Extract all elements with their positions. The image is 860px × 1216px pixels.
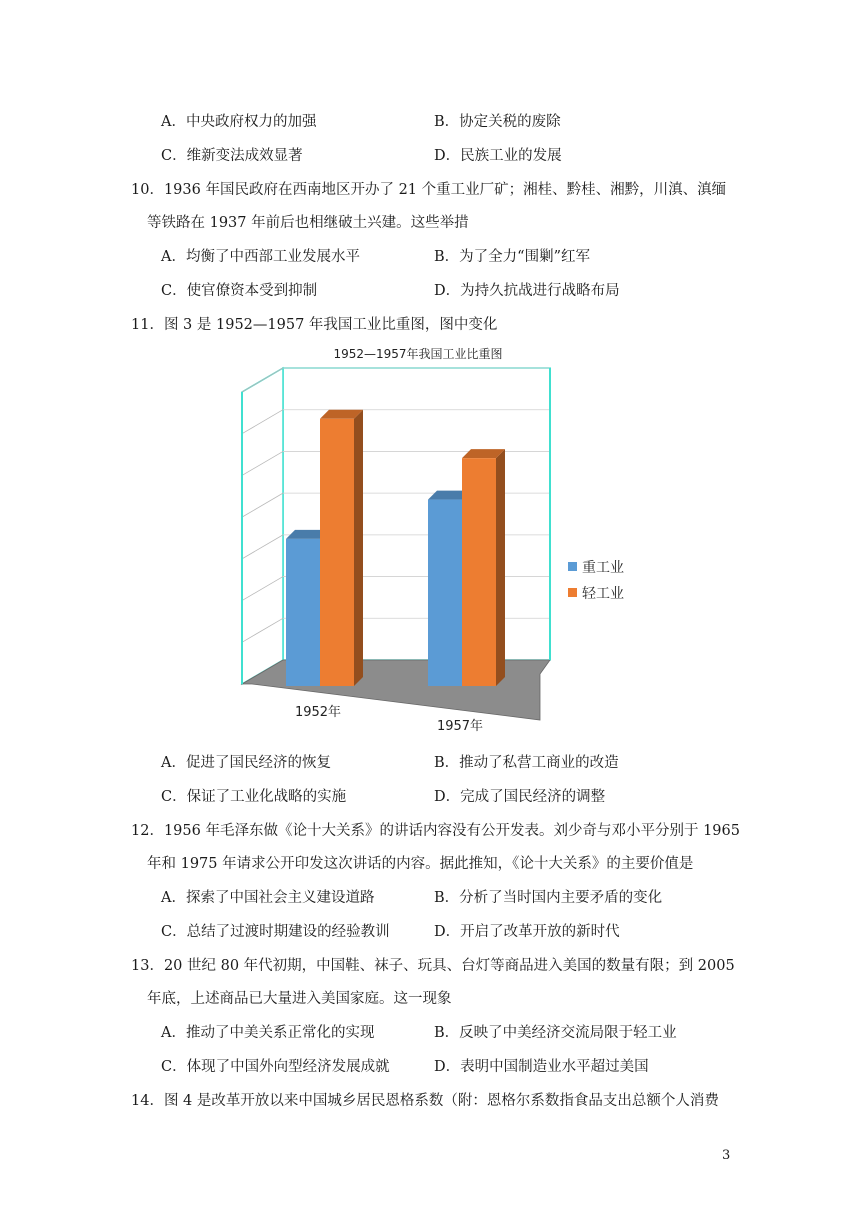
q12-option-c: C．总结了过渡时期建设的经验教训 xyxy=(161,924,390,940)
q10-option-c: C．使官僚资本受到抑制 xyxy=(161,283,318,299)
q13-option-a: A．推动了中美关系正常化的实现 xyxy=(161,1025,375,1041)
q11-stem: 11．图 3 是 1952—1957 年我国工业比重图，图中变化 xyxy=(131,317,498,333)
q10-stem-line1: 10．1936 年国民政府在西南地区开办了 21 个重工业厂矿；湘桂、黔桂、湘黔，川滇、滇缅 xyxy=(131,182,727,198)
q9-option-b: B．协定关税的废除 xyxy=(434,114,561,130)
q9-option-d: D．民族工业的发展 xyxy=(434,148,562,164)
q11-option-c: C．保证了工业化战略的实施 xyxy=(161,789,347,805)
q10-stem-line2: 等铁路在 1937 年前后也相继破土兴建。这些举措 xyxy=(147,215,469,231)
q10-option-d: D．为持久抗战进行战略布局 xyxy=(434,283,620,299)
q13-stem-line2: 年底，上述商品已大量进入美国家庭。这一现象 xyxy=(147,991,452,1007)
q13-stem-line1: 13．20 世纪 80 年代初期，中国鞋、袜子、玩具、台灯等商品进入美国的数量有限；到 2005 xyxy=(131,958,735,974)
q10-option-a: A．均衡了中西部工业发展水平 xyxy=(161,249,360,265)
q12-option-b: B．分析了当时国内主要矛盾的变化 xyxy=(434,890,663,906)
q10-option-b: B．为了全力“围剿”红军 xyxy=(434,249,590,265)
legend-label-0: 重工业 xyxy=(582,560,624,576)
chart-svg xyxy=(228,340,648,745)
legend-swatch-0 xyxy=(568,562,577,571)
bar-0-0 xyxy=(286,539,320,686)
q9-option-c: C．维新变法成效显著 xyxy=(161,148,303,164)
q12-stem-line2: 年和 1975 年请求公开印发这次讲话的内容。据此推知，《论十大关系》的主要价值是 xyxy=(147,856,694,872)
legend-swatch-1 xyxy=(568,588,577,597)
q13-option-c: C．体现了中国外向型经济发展成就 xyxy=(161,1059,390,1075)
q14-stem-line1: 14．图 4 是改革开放以来中国城乡居民恩格系数（附：恩格尔系数指食品支出总额个人消费 xyxy=(131,1093,719,1109)
chart-side-wall xyxy=(242,368,283,684)
bar-1-0 xyxy=(428,500,462,686)
bar-1-1 xyxy=(462,458,496,686)
q11-option-a: A．促进了国民经济的恢复 xyxy=(161,755,331,771)
bar-side-1-1 xyxy=(496,449,505,686)
q12-option-d: D．开启了改革开放的新时代 xyxy=(434,924,620,940)
industry-ratio-chart xyxy=(228,340,648,745)
x-tick-label: 1952年 xyxy=(294,705,342,720)
q13-option-d: D．表明中国制造业水平超过美国 xyxy=(434,1059,649,1075)
q12-stem-line1: 12．1956 年毛泽东做《论十大关系》的讲话内容没有公开发表。刘少奇与邓小平分别于 1965 xyxy=(131,823,740,839)
q11-option-b: B．推动了私营工商业的改造 xyxy=(434,755,619,771)
page-number: 3 xyxy=(722,1148,731,1163)
legend-label-1: 轻工业 xyxy=(582,586,624,602)
q12-option-a: A．探索了中国社会主义建设道路 xyxy=(161,890,375,906)
q9-option-a: A．中央政府权力的加强 xyxy=(161,114,317,130)
chart-title: 1952—1957年我国工业比重图 xyxy=(333,347,503,361)
x-tick-label: 1957年 xyxy=(436,719,484,734)
bar-0-1 xyxy=(320,419,354,686)
q11-option-d: D．完成了国民经济的调整 xyxy=(434,789,606,805)
q13-option-b: B．反映了中美经济交流局限于轻工业 xyxy=(434,1025,677,1041)
bar-side-0-1 xyxy=(354,410,363,686)
